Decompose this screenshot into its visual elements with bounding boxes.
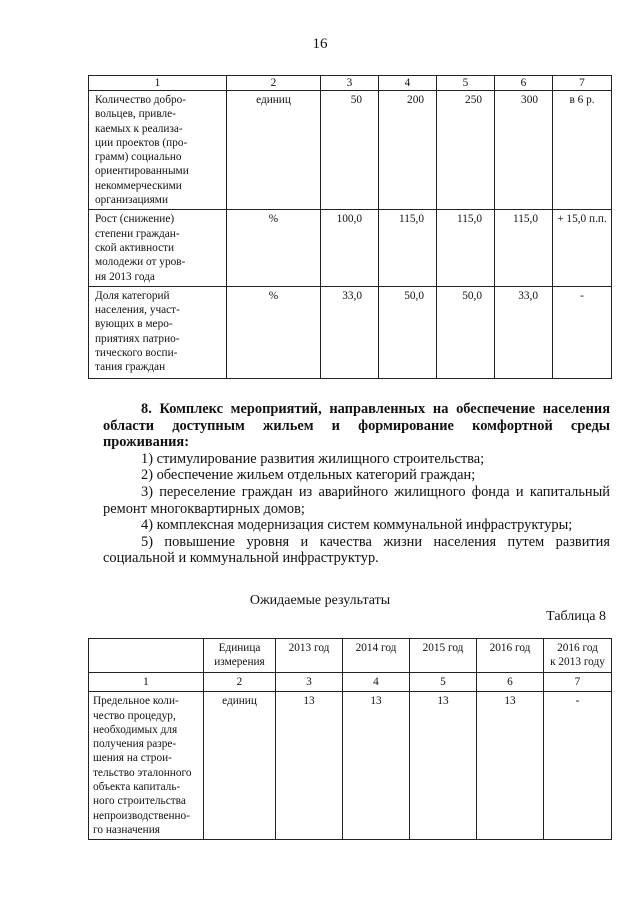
value-2016: 33,0 bbox=[495, 286, 553, 378]
indicator-line: Предельное коли- bbox=[93, 695, 179, 708]
page-number: 16 bbox=[312, 36, 328, 52]
column-number: 2 bbox=[204, 673, 276, 692]
indicator-line: ции проектов (про- bbox=[95, 136, 188, 149]
table-row bbox=[89, 692, 612, 840]
value-2013: 13 bbox=[276, 692, 343, 840]
value-2016: 115,0 bbox=[495, 210, 553, 286]
indicator-name bbox=[89, 692, 204, 840]
change-value: + 15,0 п.п. bbox=[553, 210, 612, 286]
indicator-line: вольцев, привле- bbox=[95, 108, 176, 121]
change-value: - bbox=[553, 286, 612, 378]
column-number: 3 bbox=[276, 673, 343, 692]
list-item: 4) комплексная модернизация систем коммунальной инфраструктуры; bbox=[141, 517, 573, 534]
indicator-line: ориентированными bbox=[95, 165, 189, 178]
column-number-row bbox=[89, 76, 612, 91]
indicator-line: Доля категорий bbox=[95, 289, 170, 302]
year-header: 2015 год bbox=[410, 639, 477, 673]
table-header-row bbox=[89, 639, 612, 673]
column-number: 4 bbox=[379, 76, 437, 91]
value-2013: 33,0 bbox=[321, 286, 379, 378]
column-number-row bbox=[89, 673, 612, 692]
section-8 bbox=[103, 401, 610, 567]
list-item: 1) стимулирование развития жилищного строительства; bbox=[141, 450, 485, 467]
column-number: 6 bbox=[495, 76, 553, 91]
indicator-line: приятиях патрио- bbox=[95, 332, 180, 345]
indicator-line: ня 2013 года bbox=[95, 270, 155, 283]
indicator-line: шения на строи- bbox=[93, 752, 172, 765]
list-item: 2) обеспечение жильем отдельных категорий граждан; bbox=[141, 467, 476, 484]
indicator-name bbox=[89, 91, 227, 210]
indicator-line: ской активности bbox=[95, 241, 175, 254]
value-2015: 115,0 bbox=[437, 210, 495, 286]
indicator-header bbox=[89, 639, 204, 673]
header-line: к 2013 году bbox=[550, 656, 605, 669]
column-number: 1 bbox=[89, 673, 204, 692]
list-item: 5) повышение уровня и качества жизни населения путем развития социальной и коммунальной инфраструктур. bbox=[103, 533, 610, 567]
indicator-line: каемых к реализа- bbox=[95, 122, 183, 135]
column-number: 1 bbox=[89, 76, 227, 91]
indicator-line: ного строительства bbox=[93, 795, 186, 808]
indicator-line: объекта капиталь- bbox=[93, 781, 181, 794]
indicator-line: получения разре- bbox=[93, 738, 177, 751]
indicator-line: молодежи от уров- bbox=[95, 256, 186, 269]
indicator-line: Количество добро- bbox=[95, 94, 187, 106]
column-number: 4 bbox=[343, 673, 410, 692]
column-number: 7 bbox=[553, 76, 612, 91]
unit-cell: % bbox=[227, 286, 321, 378]
section-heading: 8. Комплекс мероприятий, направленных на обеспечение населения области доступным жильем и формирование комфортной среды проживания: bbox=[103, 401, 610, 451]
table-caption: Таблица 8 bbox=[546, 609, 606, 624]
indicator-name bbox=[89, 210, 227, 286]
value-2015: 250 bbox=[437, 91, 495, 210]
indicator-line: некоммерческими bbox=[95, 179, 182, 192]
table-row bbox=[89, 91, 612, 210]
results-table bbox=[88, 638, 612, 840]
value-2015: 50,0 bbox=[437, 286, 495, 378]
unit-cell: % bbox=[227, 210, 321, 286]
table-row bbox=[89, 210, 612, 286]
value-2014: 115,0 bbox=[379, 210, 437, 286]
year-header: 2016 год bbox=[477, 639, 544, 673]
column-number: 2 bbox=[227, 76, 321, 91]
value-2013: 50 bbox=[321, 91, 379, 210]
indicator-line: необходимых для bbox=[93, 723, 178, 736]
indicator-line: го назначения bbox=[93, 823, 160, 836]
indicator-line: грамм) социально bbox=[95, 151, 182, 164]
list-item: 3) переселение граждан из аварийного жилищного фонда и капитальный ремонт многоквартирных домов; bbox=[103, 483, 610, 517]
indicator-name bbox=[89, 286, 227, 378]
indicator-line: Рост (снижение) bbox=[95, 213, 175, 226]
value-2015: 13 bbox=[410, 692, 477, 840]
column-number: 6 bbox=[477, 673, 544, 692]
indicator-line: чество процедур, bbox=[93, 709, 176, 722]
indicator-line: тания граждан bbox=[95, 361, 166, 374]
indicators-table-continued bbox=[88, 75, 612, 379]
indicator-line: вующих в меро- bbox=[95, 318, 173, 331]
unit-cell: единиц bbox=[204, 692, 276, 840]
header-line: измерения bbox=[214, 656, 265, 669]
header-line: Единица bbox=[218, 642, 261, 654]
indicator-line: организациями bbox=[95, 194, 168, 207]
indicator-line: тельство эталонного bbox=[93, 766, 192, 779]
column-number: 5 bbox=[437, 76, 495, 91]
value-2014: 13 bbox=[343, 692, 410, 840]
column-number: 5 bbox=[410, 673, 477, 692]
column-number: 3 bbox=[321, 76, 379, 91]
table-row bbox=[89, 286, 612, 378]
results-title: Ожидаемые результаты bbox=[249, 593, 391, 608]
value-2014: 50,0 bbox=[379, 286, 437, 378]
value-2013: 100,0 bbox=[321, 210, 379, 286]
value-2016: 300 bbox=[495, 91, 553, 210]
header-line: 2016 год bbox=[557, 642, 598, 654]
indicator-line: непроизводственно- bbox=[93, 809, 190, 822]
value-2016: 13 bbox=[477, 692, 544, 840]
year-header: 2014 год bbox=[343, 639, 410, 673]
value-2014: 200 bbox=[379, 91, 437, 210]
indicator-line: тического воспи- bbox=[95, 347, 178, 360]
change-value: в 6 р. bbox=[553, 91, 612, 210]
column-number: 7 bbox=[544, 673, 612, 692]
unit-cell: единиц bbox=[227, 91, 321, 210]
indicator-line: степени граждан- bbox=[95, 227, 180, 240]
change-value: - bbox=[544, 692, 612, 840]
year-header: 2013 год bbox=[276, 639, 343, 673]
unit-header bbox=[204, 639, 276, 673]
change-header bbox=[544, 639, 612, 673]
indicator-line: населения, участ- bbox=[95, 304, 180, 317]
